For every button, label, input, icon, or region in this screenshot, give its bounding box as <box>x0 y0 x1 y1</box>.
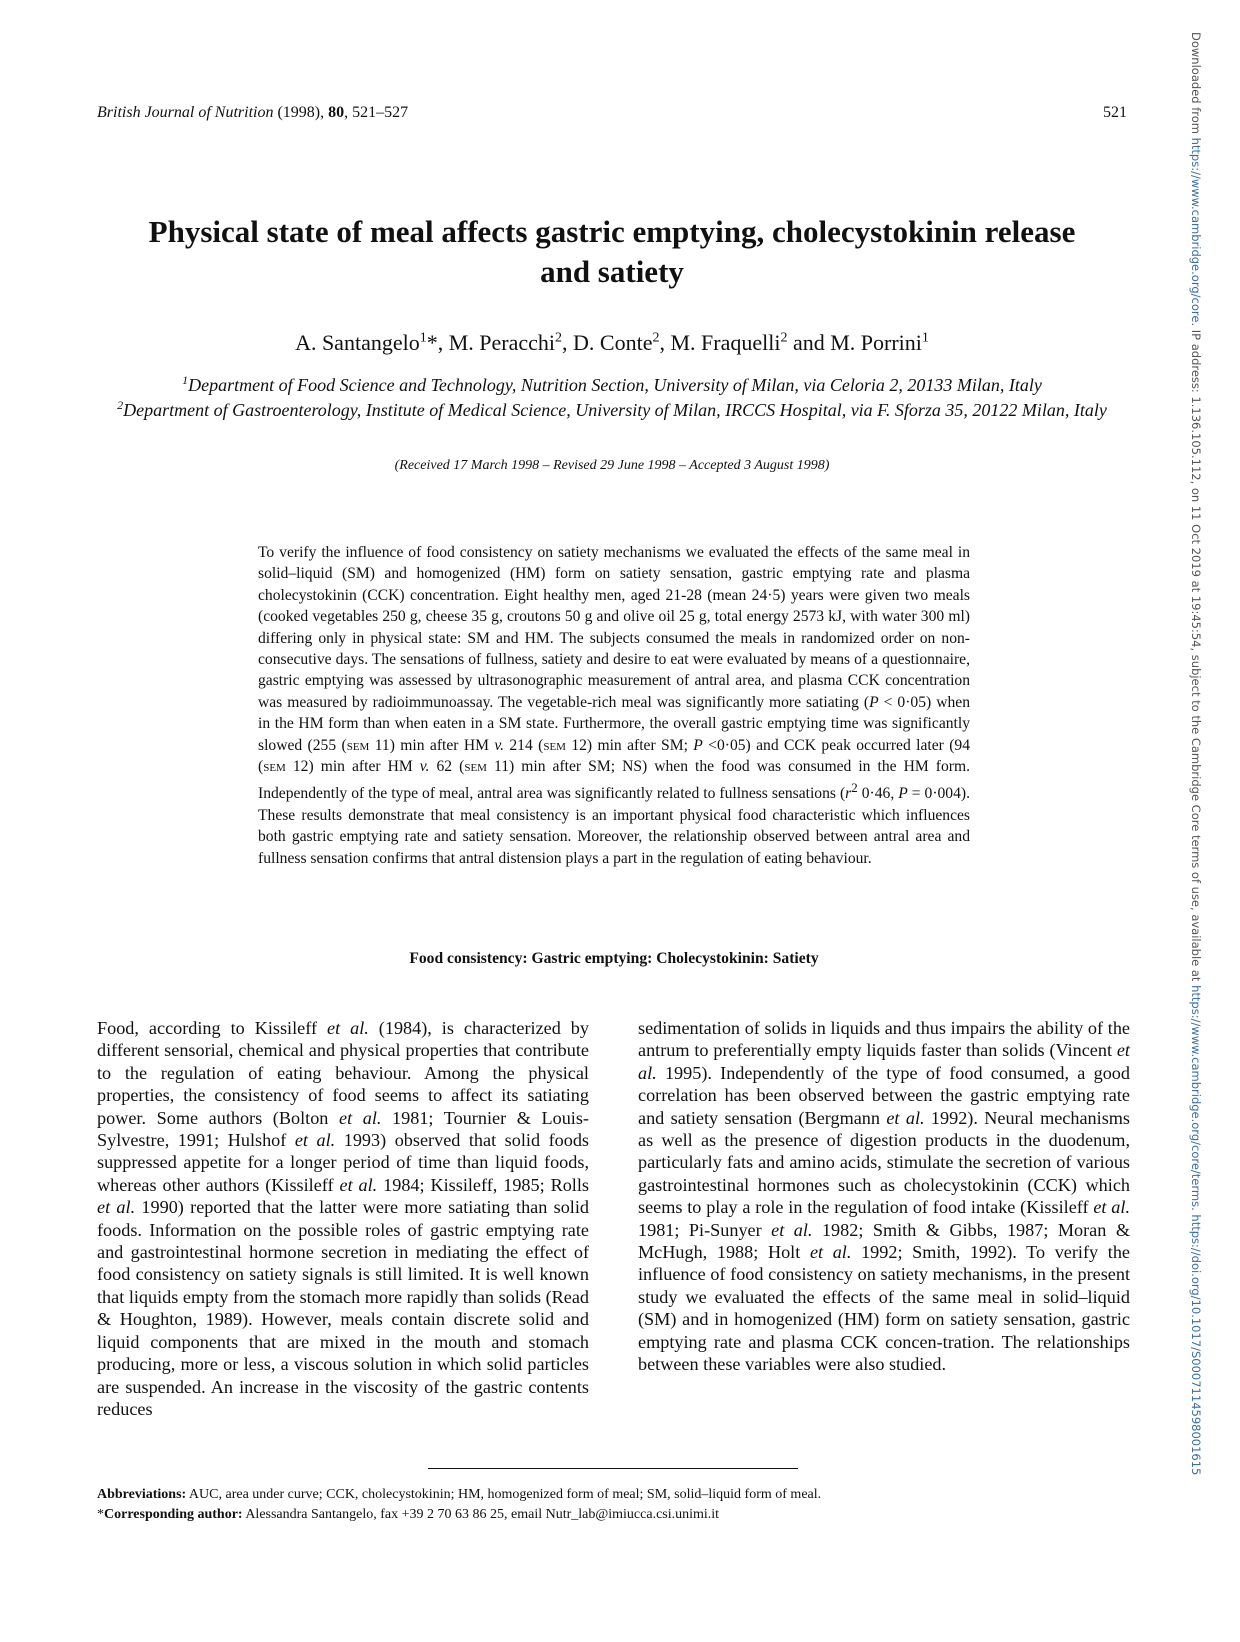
et-al: et al. <box>97 1197 136 1218</box>
abstract-text: < 0·05) when in the HM form than when eaten in a SM state. Furthermore, the overall gastric emptying time was significantly slowed (255 ( <box>258 693 970 754</box>
abstract <box>258 542 970 869</box>
footnote-divider <box>428 1468 798 1469</box>
journal-year: (1998), <box>277 104 325 121</box>
download-stamp <box>1181 32 1203 1504</box>
abstract-var: P <box>898 785 908 803</box>
corresponding-author-footnote <box>97 1507 719 1523</box>
et-al: et al. <box>809 1242 852 1263</box>
body-text: 1995). Independently of the type of food consumed, a good correlation has been observed between the gastric emptying rate and satiety sensation (Bergmann <box>638 1062 1130 1128</box>
body-text: (1984), is characterized by different sensorial, chemical and physical properties that contribute to the regulation of eating behaviour. Among the physical properties, the consistency of food seems to affect its satiating power. Some authors (Bolton <box>97 1018 589 1128</box>
et-al: et al. <box>886 1107 925 1128</box>
author-list <box>97 330 1127 356</box>
stamp-text: Downloaded from <box>1189 32 1203 138</box>
author-3: D. Conte <box>573 330 653 355</box>
abstract-text: To verify the influence of food consistency on satiety mechanisms we evaluated the effects of the same meal in solid–liquid (SM) and homogenized (HM) form on satiety sensation, gastric emptying rate and plasma cholecystokinin (CCK) concentration. Eight healthy men, aged 21-28 (mean 24·5) years were given two meals (cooked vegetables 250 g, cheese 35 g, croutons 50 g and olive oil 25 g, total energy 2573 kJ, with water 300 ml) differing only in physical state: SM and HM. The subjects consumed the meals in randomized order on non-consecutive days. The sensations of fullness, satiety and desire to eat were evaluated by means of a questionnaire, gastric emptying was assessed by ultrasonographic measurement of antral area, and plasma CCK concentration was measured by radioimmunoassay. The vegetable-rich meal was significantly more satiating ( <box>258 544 970 711</box>
corresponding-mark: * <box>97 1507 104 1522</box>
author-4-affil: 2 <box>780 330 788 346</box>
abstract-text: 12) min after SM; <box>565 736 694 754</box>
abbreviations-label: Abbreviations: <box>97 1487 187 1502</box>
abstract-versus: v. <box>494 736 504 754</box>
author-sep: , <box>562 330 574 355</box>
abstract-sem: sem <box>543 736 566 754</box>
submission-dates: (Received 17 March 1998 – Revised 29 June 1998 – Accepted 3 August 1998) <box>394 458 830 473</box>
affiliation-1-text: Department of Food Science and Technology, Nutrition Section, University of Milan, via Celoria 2, 20133 Milan, Italy <box>188 375 1042 395</box>
author-2: M. Peracchi <box>448 330 556 355</box>
stamp-link-doi[interactable]: https://doi.org/10.1017/S0007114598001615 <box>1189 1214 1203 1476</box>
et-al: et al. <box>339 1107 382 1128</box>
stamp-link-core[interactable]: https://www.cambridge.org/core <box>1189 137 1203 323</box>
abstract-text: 11) min after SM; NS) when the food was consumed in the HM form. Independently of the type of meal, antral area was significantly related to fullness sensations ( <box>258 758 970 803</box>
body-text: 1981; Pi-Sunyer <box>638 1219 772 1240</box>
abstract-text: = 0·004). These results demonstrate that meal consistency is an important physical food characteristic which influences both gastric emptying rate and satiety sensation. Moreover, the relationship observed between antral area and fullness sensation confirms that antral distension plays a part in the regulation of eating behaviour. <box>258 785 970 867</box>
corresponding-mark: *, <box>426 330 449 355</box>
abstract-text: <0·05) and CCK peak occurred later (94 ( <box>258 736 971 776</box>
et-al: et al. <box>327 1018 369 1038</box>
body-text: 1990) reported that the latter were more satiating than solid foods. Information on the possible roles of gastric emptying rate and gastrointestinal hormone secretion in mediating the effect of food consistency on satiety signals is still limited. It is well known that liquids empty from the stomach more rapidly than solids (Read & Houghton, 1989). However, meals contain discrete solid and liquid components that are mixed in the mouth and stomach producing, more or less, a viscous solution in which solid particles are suspended. An increase in the viscosity of the gastric contents reduces <box>97 1197 589 1419</box>
abstract-var: P <box>693 736 703 754</box>
affiliation-2-mark: 2 <box>117 398 124 412</box>
journal-pages: , 521–527 <box>344 104 409 121</box>
author-sep: , <box>659 330 671 355</box>
abstract-versus: v. <box>419 758 430 776</box>
et-al: et al. <box>771 1219 813 1240</box>
stamp-text: . IP address: 1.136.105.112, on 11 Oct 2019 at 19:45:54, subject to the Cambridge Core terms of use, available at <box>1189 322 1203 986</box>
affiliation-2 <box>97 393 1127 423</box>
author-1: A. Santangelo <box>295 330 420 355</box>
abstract-text: 214 ( <box>504 736 544 754</box>
body-text: 1982; Smith & Gibbs, 1987; Moran & McHugh, 1988; Holt <box>638 1219 1130 1263</box>
stamp-link-terms[interactable]: https://www.cambridge.org/core/terms <box>1189 985 1203 1208</box>
et-al: et al. <box>638 1040 1130 1083</box>
body-column-left <box>97 1017 589 1420</box>
article-title <box>97 212 1127 292</box>
running-head <box>97 104 1127 122</box>
corresponding-text: Alessandra Santangelo, fax +39 2 70 63 86 25, email Nutr_lab@imiucca.csi.unimi.it <box>242 1507 720 1522</box>
body-column-right <box>638 1017 1130 1376</box>
abstract-var: r <box>845 785 852 803</box>
title-line-1: Physical state of meal affects gastric emptying, cholecystokinin release <box>148 214 1076 249</box>
abstract-var: P <box>869 693 879 711</box>
abbreviations-footnote <box>97 1487 821 1503</box>
journal-volume: 80 <box>328 104 345 121</box>
abstract-text: 12) min after HM <box>285 758 420 776</box>
keywords: Food consistency: Gastric emptying: Cholecystokinin: Satiety <box>409 950 819 967</box>
author-sep: and <box>787 330 831 355</box>
body-text: 1984; Kissileff, 1985; Rolls <box>377 1174 589 1195</box>
abstract-text: 0·46, <box>857 785 899 803</box>
abstract-text: 11) min after HM <box>369 736 495 754</box>
abstract-sem: sem <box>464 758 487 776</box>
stamp-text: . <box>1189 1207 1203 1215</box>
abstract-sem: sem <box>346 736 370 754</box>
et-al: et al. <box>1093 1197 1130 1218</box>
body-text: sedimentation of solids in liquids and thus impairs the ability of the antrum to preferentially empty liquids faster than solids (Vincent <box>638 1018 1130 1061</box>
abbreviations-text: AUC, area under curve; CCK, cholecystokinin; HM, homogenized form of meal; SM, solid–liquid form of meal. <box>186 1487 822 1502</box>
et-al: et al. <box>339 1174 378 1195</box>
abstract-sup: 2 <box>851 780 858 796</box>
page-number: 521 <box>1103 104 1127 121</box>
author-4: M. Fraquelli <box>670 330 781 355</box>
affiliation-1-mark: 1 <box>182 373 189 387</box>
author-2-affil: 2 <box>555 330 563 346</box>
body-text: 1993) observed that solid foods suppressed appetite for a longer period of time than liquid foods, whereas other authors (Kissileff <box>97 1130 589 1195</box>
title-line-2: and satiety <box>540 254 684 289</box>
et-al: et al. <box>294 1130 336 1151</box>
author-3-affil: 2 <box>652 330 660 346</box>
author-5: M. Porrini <box>830 330 922 355</box>
body-text: Food, according to Kissileff <box>97 1018 328 1038</box>
body-text: 1992; Smith, 1992). To verify the influence of food consistency on satiety mechanisms, in the present study we evaluated the effects of the same meal in solid–liquid (SM) and in homogenized (HM) form on satiety sensation, gastric emptying rate and plasma CCK concen-tration. The relationships between these variables were also studied. <box>638 1242 1130 1375</box>
abstract-sem: sem <box>263 758 286 776</box>
journal-name: British Journal of Nutrition <box>97 104 274 121</box>
body-text: 1992). Neural mechanisms as well as the presence of digestion products in the duodenum, particularly fats and amino acids, stimulate the secretion of various gastrointestinal hormones such as cholecystokinin (CCK) which seems to play a role in the regulation of food intake (Kissileff <box>638 1107 1130 1218</box>
affiliation-2-text: Department of Gastroenterology, Institute of Medical Science, University of Milan, IRCCS Hospital, via F. Sforza 35, 20122 Milan, Italy <box>123 400 1107 420</box>
body-text: 1981; Tournier & Louis-Sylvestre, 1991; Hulshof <box>97 1107 589 1151</box>
corresponding-label: Corresponding author: <box>104 1507 243 1522</box>
author-1-affil: 1 <box>419 330 427 346</box>
author-5-affil: 1 <box>921 330 929 346</box>
abstract-text: 62 ( <box>429 758 465 776</box>
